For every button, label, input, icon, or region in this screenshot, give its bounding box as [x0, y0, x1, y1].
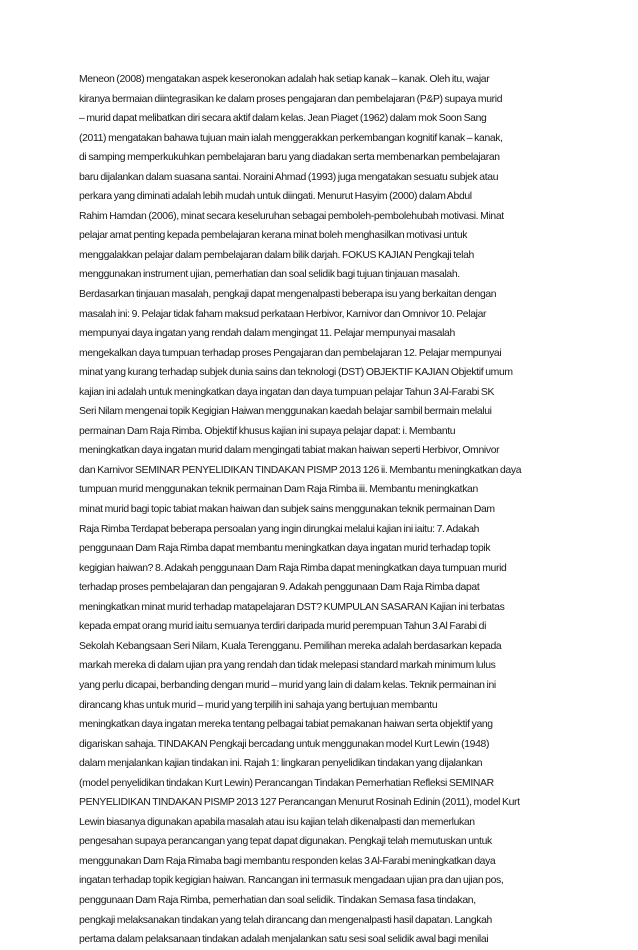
text-line: terhadap proses pembelajaran dan pengajaran 9. Adakah penggunaan Dam Raja Rimba dapat [79, 582, 480, 594]
text-line: kepada empat orang murid iaitu semuanya terdiri daripada murid perempuan Tahun 3 Al Farabi di [79, 621, 487, 633]
text-line: dirancang khas untuk murid – murid yang terpilih ini sahaja yang bertujuan membantu [79, 699, 438, 711]
text-line: kiranya bermaian diintegrasikan ke dalam proses pengajaran dan pembelajaran (P&P) supaya murid [79, 93, 503, 105]
text-line: perkara yang diminati adalah lebih mudah untuk diingati. Menurut Hasyim (2000) dalam Abdul [79, 191, 472, 203]
text-line: (2011) mengatakan bahawa tujuan main ialah menggerakkan perkembangan kognitif kanak – kanak, [79, 132, 503, 144]
text-line: baru dijalankan dalam suasana santai. Noraini Ahmad (1993) juga mengatakan sesuatu subjek atau [79, 171, 499, 183]
text-line: pertama dalam pelaksanaan tindakan adalah menjalankan satu sesi soal selidik awal bagi menilai [79, 934, 489, 946]
text-line: (model penyelidikan tindakan Kurt Lewin) Perancangan Tindakan Pemerhatian Refleksi SEMINAR [79, 777, 494, 789]
text-line: Rahim Hamdan (2006), minat secara keseluruhan sebagai pemboleh-pembolehubah motivasi. Minat [79, 210, 504, 222]
text-line: Lewin biasanya digunakan apabila masalah atau isu kajian telah dikenalpasti dan memerlukan [79, 816, 475, 828]
text-line: minat yang kurang terhadap subjek dunia sains dan teknologi (DST) OBJEKTIF KAJIAN Objektif umum [79, 367, 513, 379]
text-line: pengesahan supaya perancangan yang tepat dapat digunakan. Pengkaji telah memutuskan untuk [79, 836, 492, 848]
text-line: Berdasarkan tinjauan masalah, pengkaji dapat mengenalpasti beberapa isu yang berkaitan dengan [79, 289, 497, 301]
text-line: minat murid bagi topic tabiat makan haiwan dan subjek sains menggunakan teknik permainan Dam [79, 504, 495, 516]
text-line: meningkatkan minat murid terhadap matapelajaran DST? KUMPULAN SASARAN Kajian ini terbatas [79, 601, 505, 613]
text-line: mengekalkan daya tumpuan terhadap proses Pengajaran dan pembelajaran 12. Pelajar mempunyai [79, 347, 502, 359]
body-text [79, 70, 565, 950]
text-line: masalah ini: 9. Pelajar tidak faham maksud perkataan Herbivor, Karnivor dan Omnivor 10. Pelajar [79, 308, 487, 320]
text-line: pelajar amat penting kepada pembelajaran kerana minat boleh menghasilkan motivasi untuk [79, 230, 468, 242]
text-line: PENYELIDIKAN TINDAKAN PISMP 2013 127 Perancangan Menurut Rosinah Edinin (2011), model Kurt [79, 797, 520, 809]
text-line: menggunakan Dam Raja Rimaba bagi membantu responden kelas 3 Al-Farabi meningkatkan daya [79, 855, 496, 867]
text-line: permainan Dam Raja Rimba. Objektif khusus kajian ini supaya pelajar dapat: i. Membantu [79, 425, 456, 437]
text-line: meningkatkan daya ingatan murid dalam mengingati tabiat makan haiwan seperti Herbivor, Omnivor [79, 445, 500, 457]
text-line: menggunakan instrument ujian, pemerhatian dan soal selidik bagi tujuan tinjauan masalah. [79, 269, 460, 281]
text-line: mempunyai daya ingatan yang rendah dalam mengingat 11. Pelajar mempunyai masalah [79, 328, 455, 340]
text-line: Sekolah Kebangsaan Seri Nilam, Kuala Terengganu. Pemilihan mereka adalah berdasarkan kepada [79, 640, 502, 652]
text-line: Raja Rimba Terdapat beberapa persoalan yang ingin dirungkai melalui kajian ini iaitu: 7. Adakah [79, 523, 480, 535]
text-line: digariskan sahaja. TINDAKAN Pengkaji bercadang untuk menggunakan model Kurt Lewin (1948) [79, 738, 490, 750]
text-line: dalam menjalankan kajian tindakan ini. Rajah 1: lingkaran penyelidikan tindakan yang dijalankan [79, 758, 483, 770]
text-line: yang perlu dicapai, berbanding dengan murid – murid yang lain di dalam kelas. Teknik permainan ini [79, 679, 496, 691]
text-line: markah mereka di dalam ujian pra yang rendah dan tidak melepasi standard markah minimum lulus [79, 660, 496, 672]
text-line: kajian ini adalah untuk meningkatkan daya ingatan dan daya tumpuan pelajar Tahun 3 Al-Farabi SK [79, 386, 495, 398]
text-line: – murid dapat melibatkan diri secara aktif dalam kelas. Jean Piaget (1962) dalam mok Soon Sang [79, 113, 487, 125]
text-line: tumpuan murid menggunakan teknik permainan Dam Raja Rimba iii. Membantu meningkatkan [79, 484, 478, 496]
text-line: meningkatkan daya ingatan mereka tentang pelbagai tabiat pemakanan haiwan serta objektif yang [79, 719, 493, 731]
text-line: di samping memperkukuhkan pembelajaran baru yang diadakan serta membenarkan pembelajaran [79, 152, 500, 164]
text-line: kegigian haiwan? 8. Adakah penggunaan Dam Raja Rimba dapat meningkatkan daya tumpuan murid [79, 562, 507, 574]
text-line: pengkaji melaksanakan tindakan yang telah dirancang dan mengenalpasti hasil dapatan. Langkah [79, 914, 492, 926]
text-line: dan Karnivor SEMINAR PENYELIDIKAN TINDAKAN PISMP 2013 126 ii. Membantu meningkatkan daya [79, 464, 522, 476]
text-line: penggunaan Dam Raja Rimba dapat membantu meningkatkan daya ingatan murid terhadap topik [79, 543, 491, 555]
text-line: Meneon (2008) mengatakan aspek keseronokan adalah hak setiap kanak – kanak. Oleh itu, wajar [79, 74, 490, 85]
text-line: menggalakkan pelajar dalam pembelajaran dalam bilik darjah. FOKUS KAJIAN Pengkaji telah [79, 249, 474, 261]
text-line: penggunaan Dam Raja Rimba, pemerhatian dan soal selidik. Tindakan Semasa fasa tindakan, [79, 894, 476, 906]
text-line: ingatan terhadap topik kegigian haiwan. Rancangan ini termasuk mengadaan ujian pra dan ujian pos, [79, 875, 504, 887]
text-line: Seri Nilam mengenai topik Kegigian Haiwan menggunakan kaedah belajar sambil bermain melalui [79, 406, 492, 418]
